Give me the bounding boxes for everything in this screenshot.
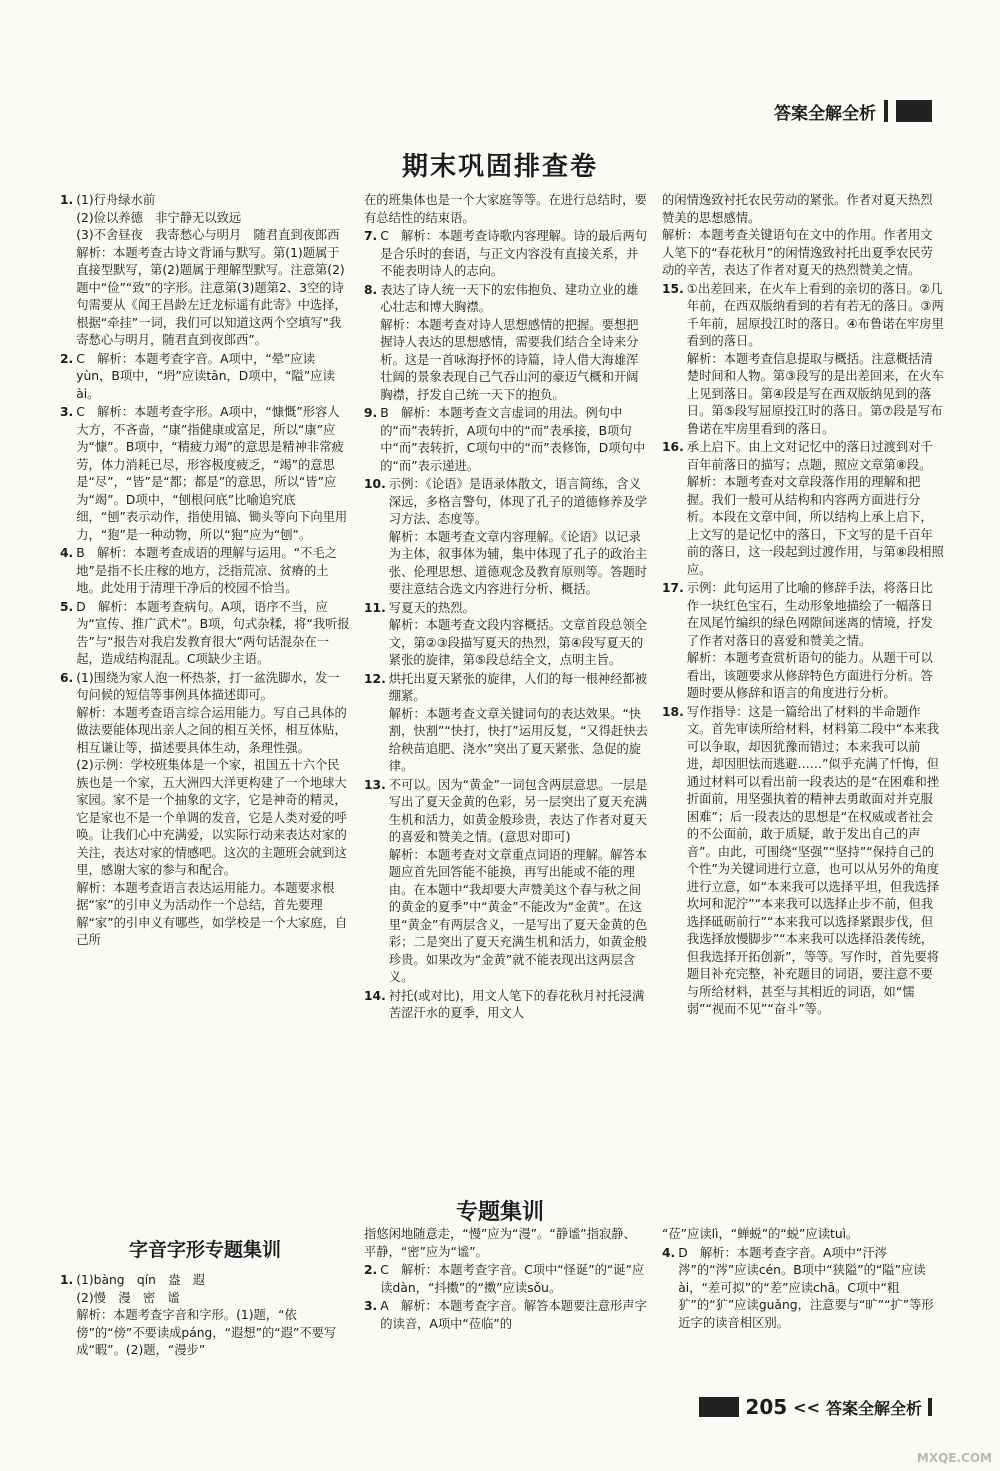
item-number: 17. bbox=[662, 581, 684, 595]
item-body bbox=[76, 351, 350, 404]
answer-item bbox=[364, 282, 648, 405]
item-number: 5. bbox=[60, 599, 74, 614]
answer-line: 示例：此句运用了比喻的修辞手法，将落日比作一块红色宝石，生动形象地描绘了一幅落日在凤尾竹编织的绿色网隙间迷离的情境，抒发了作者对落日的喜爱和赞美之情。 bbox=[686, 581, 933, 648]
answer-line: D 解析：本题考查病句。A项，语序不当，应为“宣传、推广武术”。B项，句式杂糅，将“我听报告”与“报告对我启发教育很大”两句话混杂在一起，造成结构混乱。C项缺少主语。 bbox=[76, 599, 350, 666]
item-number: 1. bbox=[60, 1273, 74, 1287]
item-number: 2. bbox=[60, 351, 74, 366]
answer-item bbox=[364, 988, 648, 1023]
answer-item bbox=[60, 670, 350, 950]
page-header bbox=[774, 96, 932, 126]
answer-line: 解析：本题考查赏析语句的能力。从题干可以看出，该题要求从修辞特色方面进行分析。答题时要从修辞和语言的角度进行分析。 bbox=[686, 651, 933, 700]
answer-item bbox=[60, 192, 350, 350]
answer-item bbox=[662, 439, 944, 579]
answer-line: 解析：本题考查古诗文背诵与默写。第(1)题属于直接型默写，第(2)题属于理解型默写。注意第(2)题中“俭”“致”的字形。注意第(3)题第2、3空的诗句需要从《闻王昌龄左迁龙标遥有此寄》中选择，根据“牵挂”一词，我们可以知道这两个空填写“我寄愁心与明月，随君直到夜郎西”。 bbox=[76, 245, 347, 347]
item-body bbox=[389, 988, 648, 1023]
answer-item bbox=[662, 580, 944, 703]
answer-item bbox=[364, 476, 648, 599]
item-number: 2. bbox=[364, 1263, 378, 1277]
answer-column-3 bbox=[662, 192, 944, 1182]
answer-item bbox=[364, 405, 648, 475]
answer-item bbox=[662, 704, 944, 1019]
item-number: 8. bbox=[364, 282, 378, 297]
answer-line: A 解析：本题考查字音。解答本题要注意形声字的读音，A项中“莅临”的 bbox=[380, 1299, 647, 1331]
item-body bbox=[76, 404, 350, 544]
answer-line: B 解析：本题考查文言虚词的用法。例句中的“而”表转折，A项句中的“而”表承接，B项句中“而”表转折，C项句中的“而”表修饰，D项句中的“而”表示递进。 bbox=[380, 406, 646, 473]
answer-line: 解析：本题考查信息提取与概括。注意概括清楚时间和人物。第③段写的是出差回来，在火车上见到落日。第④段是写在西双版纳见到的落日。第⑤段写屈原投江时的落日。第⑦段是写布鲁诺在牢房里看到的落日。 bbox=[686, 351, 944, 436]
answer-item bbox=[364, 1226, 648, 1261]
answer-item bbox=[364, 192, 648, 227]
answer-item bbox=[60, 351, 350, 404]
exam-title: 期末巩固排查卷 bbox=[401, 152, 598, 182]
section-title: 专题集训 bbox=[455, 1200, 544, 1225]
answer-line: 解析：本题考查语言表达运用能力。本题要求根据“家”的引申义为活动作一个总结，首先要理解“家”的引申义有哪些，如学校是一个大家庭，自己所 bbox=[76, 880, 348, 947]
answer-line: 解析：本题考查对文章段落作用的理解和把握。我们一般可从结构和内容两方面进行分析。本段在文章中间，所以结构上承上启下，上文写的是记忆中的落日，下文写的是千百年前的落日，这一段起到过渡作用，与第⑧段相照应。 bbox=[686, 475, 944, 577]
answer-item bbox=[364, 777, 648, 987]
answer-line: (1)bàng qín 盎 遐 bbox=[76, 1273, 206, 1287]
answer-line: 解析：本题考查文章关键词句的表达效果。“快割，快割”“快打，快打”运用反复，“又得赶快去给秧苗追肥、浇水”突出了夏天紧张、急促的旋律。 bbox=[388, 706, 648, 773]
answer-column-1 bbox=[60, 192, 350, 1182]
answer-line: (2)俭以养德 非宁静无以致远 bbox=[76, 210, 242, 225]
topic-column-3 bbox=[662, 1226, 944, 1387]
answer-line: C 解析：本题考查字音。C项中“怪诞”的“诞”应读dàn，“抖擞”的“擞”应读sǒu。 bbox=[380, 1263, 645, 1295]
answer-line: 写夏天的热烈。 bbox=[388, 600, 475, 615]
answer-item bbox=[60, 404, 350, 544]
footer-bar bbox=[928, 1398, 932, 1416]
answer-line: C 解析：本题考查字音。A项中，“晕”应读yùn，B项中，“坍”应读tān，D项中，“隘”应读ài。 bbox=[76, 351, 335, 401]
page-footer bbox=[699, 1394, 932, 1420]
footer-block bbox=[699, 1397, 739, 1417]
item-number: 9. bbox=[364, 406, 378, 420]
answer-line: B 解析：本题考查成语的理解与运用。“不毛之地”是指不长庄稼的地方，泛指荒凉、贫瘠的土地。此处用于清理干净后的校园不恰当。 bbox=[76, 546, 337, 595]
item-body bbox=[380, 1262, 648, 1297]
answer-line: 示例：《论语》是语录体散文，语言简练，含义深远，多格言警句，体现了孔子的道德修养及学习方法、态度等。 bbox=[388, 477, 648, 526]
answer-line: 表达了诗人统一天下的宏伟抱负、建功立业的雄心壮志和博大胸襟。 bbox=[380, 282, 639, 314]
header-title: 答案全解全析 bbox=[774, 103, 876, 124]
item-body bbox=[76, 1272, 350, 1360]
answer-item bbox=[662, 192, 944, 280]
item-number: 7. bbox=[364, 229, 378, 243]
answer-item bbox=[662, 281, 944, 439]
answer-item bbox=[60, 1272, 350, 1360]
item-number: 14. bbox=[364, 988, 386, 1003]
item-number: 10. bbox=[364, 477, 386, 491]
item-body bbox=[678, 1245, 944, 1333]
answer-line: 解析：本题考查文段内容概括。文章首段总领全文，第②③段描写夏天的热烈，第④段写夏天的紧张的旋律，第⑤段总结全文，点明主旨。 bbox=[388, 618, 648, 667]
answer-line: 解析：本题考查字音和字形。(1)题，“依傍”的“傍”不要读成páng，“遐想”的“遐”不要写成“暇”。(2)题，“漫步” bbox=[76, 1308, 337, 1357]
answer-line: D 解析：本题考查字音。A项中“汗涔涔”的“涔”应读cén。B项中“狭隘”的“隘”应读ài，“差可拟”的“差”应读chā。C项中“粗犷”的“犷”应读guǎng，注意要与“旷”“扩”等形近字的读音相区别。 bbox=[678, 1245, 934, 1330]
answer-item bbox=[364, 1298, 648, 1333]
footer-arrows: << bbox=[793, 1397, 820, 1417]
answer-line: C 解析：本题考查字形。A项中，“慷慨”形容人大方，不吝啬，“康”指健康或富足，所以“康”应为“慷”。B项中，“精疲力竭”的意思是精神非常疲劳，体力消耗已尽，形容极度疲乏，“竭”的意思是“尽”，“皆”是“都；都是”的意思，所以“皆”应为“竭”。D项中，“刨根问底”比喻追究底细，“刨”表示动作，指使用镐、锄头等向下向里用力，“狍”是一种动物，所以“狍”应为“刨”。 bbox=[76, 405, 348, 542]
item-body bbox=[380, 282, 648, 405]
item-body bbox=[389, 476, 648, 599]
answer-line: 承上启下。由上文对记忆中的落日过渡到对千百年前落日的描写；点题，照应文章第⑧段。 bbox=[686, 440, 933, 472]
header-bar bbox=[884, 100, 888, 122]
item-number: 3. bbox=[60, 405, 74, 419]
answer-line: (1)围绕为家人泡一杯热茶，打一盆洗脚水，发一句问候的短信等事例具体描述即可。 bbox=[76, 670, 340, 702]
answer-line: 在的班集体也是一个大家庭等等。在进行总结时，要有总结性的结束语。 bbox=[364, 193, 647, 225]
answer-line: (2)示例：学校班集体是一个家，祖国五十六个民族也是一个家，五大洲四大洋更构建了一个地球大家园。家不是一个抽象的文字，它是神奇的精灵，它是家也不是一个单调的发音，它是人类对爱的呼唤。让我们心中充满爱，以实际行动来表达对家的关注，表达对家的情感吧。这次的主题班会就到这里，感谢大家的参与和配合。 bbox=[76, 758, 347, 877]
answer-line: ①出差回来，在火车上看到的亲切的落日。②几年前，在西双版纳看到的若有若无的落日。③两千年前，屈原投江时的落日。④布鲁诺在牢房里看到的落日。 bbox=[686, 281, 944, 348]
answer-line: 解析：本题考查对文章重点词语的理解。解答本题应首先回答能不能换，再写出能或不能的理由。在本题中“我却要大声赞美这个春与秋之间的黄金的夏季”中“黄金”不能改为“金黄”。在这里“黄金”有两层含义，一是写出了夏天金黄的色彩；二是突出了夏天充满生机和活力，如黄金般珍贵。如果改为“金黄”就不能表现出这两层含义。 bbox=[388, 847, 648, 984]
topic-column-2 bbox=[364, 1226, 648, 1387]
item-body bbox=[687, 580, 944, 703]
answer-line: 解析：本题考查文章内容理解。《论语》以记录为主体，叙事体为辅，集中体现了孔子的政治主张、伦理思想、道德观念及教育原则等。答题时要注意结合选文内容进行分析、概括。 bbox=[388, 529, 648, 596]
item-body bbox=[76, 599, 350, 669]
answer-item bbox=[364, 228, 648, 281]
item-number: 18. bbox=[662, 704, 684, 719]
item-body bbox=[662, 192, 944, 280]
answer-line: 解析：本题考查对诗人思想感情的把握。要想把握诗人表达的思想感情，需要我们结合全诗来分析。这是一首咏海抒怀的诗篇，诗人借大海雄浑壮阔的景象表现自己气吞山河的豪迈气概和开阔胸襟，抒发自己统一天下的抱负。 bbox=[380, 317, 639, 402]
answer-item bbox=[662, 1245, 944, 1333]
item-body bbox=[380, 228, 648, 281]
item-number: 15. bbox=[662, 281, 684, 296]
answer-line: 的闲情逸致衬托农民劳动的紧张。作者对夏天热烈赞美的思想感情。 bbox=[662, 193, 933, 225]
answer-line: 解析：本题考查语言综合运用能力。写自己具体的做法要能体现出亲人之间的相互关怀，相互体贴，相互谦让等，描述要具体生动，条理性强。 bbox=[76, 705, 347, 755]
answer-item bbox=[60, 545, 350, 598]
item-body bbox=[389, 671, 648, 776]
answer-item bbox=[364, 1262, 648, 1297]
answer-line: (2)慢 漫 密 谧 bbox=[76, 1290, 180, 1305]
item-number: 4. bbox=[60, 546, 74, 560]
answer-line: “莅”应读lì，“蝉蜕”的“蜕”应读tuì。 bbox=[662, 1227, 859, 1241]
answer-line: 指悠闲地随意走，“慢”应为“漫”。“静谧”指寂静、平静，“密”应为“谧”。 bbox=[364, 1227, 636, 1259]
answer-line: (1)行舟绿水前 bbox=[76, 193, 156, 207]
item-body bbox=[687, 281, 944, 439]
sub-section-title: 字音字形专题集训 bbox=[128, 1239, 281, 1261]
item-body bbox=[364, 1226, 648, 1261]
item-body bbox=[687, 704, 944, 1019]
header-block bbox=[896, 100, 932, 122]
item-body bbox=[364, 192, 648, 227]
answer-column-2 bbox=[364, 192, 648, 1182]
answer-line: 衬托(或对比)，用文人笔下的春花秋月衬托浸满苦涩汗水的夏季，用文人 bbox=[388, 988, 645, 1020]
item-number: 1. bbox=[60, 193, 74, 207]
item-body bbox=[389, 777, 648, 987]
answer-line: 烘托出夏天紧张的旋律，人们的每一根神经都被绷紧。 bbox=[388, 671, 648, 703]
answer-line: (3)不舍昼夜 我寄愁心与明月 随君直到夜郎西 bbox=[76, 228, 340, 242]
topic-column-1 bbox=[60, 1272, 350, 1387]
item-number: 6. bbox=[60, 670, 74, 685]
item-body bbox=[380, 1298, 648, 1333]
answer-line: 不可以。因为“黄金”一词包含两层意思。一层是写出了夏天金黄的色彩，另一层突出了夏天充满生机和活力，如黄金般珍贵，表达了作者对夏天的喜爱和赞美之情。(意思对即可) bbox=[388, 777, 648, 844]
item-body bbox=[687, 439, 944, 579]
answer-line: 解析：本题考查关键语句在文中的作用。作者用文人笔下的“春花秋月”的闲情逸致衬托出夏季农民劳动的辛苦，表达了作者对夏天的热烈赞美之情。 bbox=[662, 228, 933, 277]
item-body bbox=[76, 192, 350, 350]
item-body bbox=[389, 600, 648, 670]
answer-line: 写作指导：这是一篇给出了材料的半命题作文。首先审读所给材料，材料第二段中“本来我可以争取，却因犹豫而错过；本来我可以前进，却因胆怯而逃避……”似乎充满了忏悔，但通过材料可以看出前一段表达的是“在困难和挫折面前，用坚强执着的精神去勇敢面对并克服困难”；后一段表达的思想是“在权威或者社会的不公面前，敢于质疑，敢于发出自己的声音”。由此，可围绕“坚强”“坚持”“保持自己的个性”为关键词进行立意，也可以从另外的角度进行立意，如“本来我可以选择平坦，但我选择坎坷和泥泞”“本来我可以选择止步不前，但我选择砥砺前行”“本来我可以选择紧跟步伐，但我选择放慢脚步”“本来我可以选择沿袭传统，但我选择开拓创新”，等等。写作时，首先要将题目补充完整，补充题目的词语，要注意不要与所给材料，甚至与其相近的词语，如“懦弱”“视而不见”“奋斗”等。 bbox=[686, 704, 940, 1016]
item-body bbox=[662, 1226, 944, 1244]
item-body bbox=[76, 670, 350, 950]
item-number: 3. bbox=[364, 1299, 378, 1313]
item-body bbox=[380, 405, 648, 475]
answer-item bbox=[364, 671, 648, 776]
item-number: 13. bbox=[364, 777, 386, 792]
answer-item bbox=[662, 1226, 944, 1244]
answer-line: C 解析：本题考查诗歌内容理解。诗的最后两句是合乐时的套语，与正文内容没有直接关系，并不能表明诗人的志向。 bbox=[380, 229, 648, 278]
item-body bbox=[76, 545, 350, 598]
item-number: 11. bbox=[364, 600, 386, 615]
footer-title: 答案全解全析 bbox=[825, 1398, 922, 1418]
item-number: 12. bbox=[364, 671, 386, 686]
answer-item bbox=[364, 600, 648, 670]
answer-item bbox=[60, 599, 350, 669]
page-number: 205 bbox=[745, 1395, 788, 1419]
item-number: 16. bbox=[662, 440, 684, 454]
watermark: MXQE.COM bbox=[916, 1451, 992, 1465]
item-number: 4. bbox=[662, 1245, 676, 1260]
